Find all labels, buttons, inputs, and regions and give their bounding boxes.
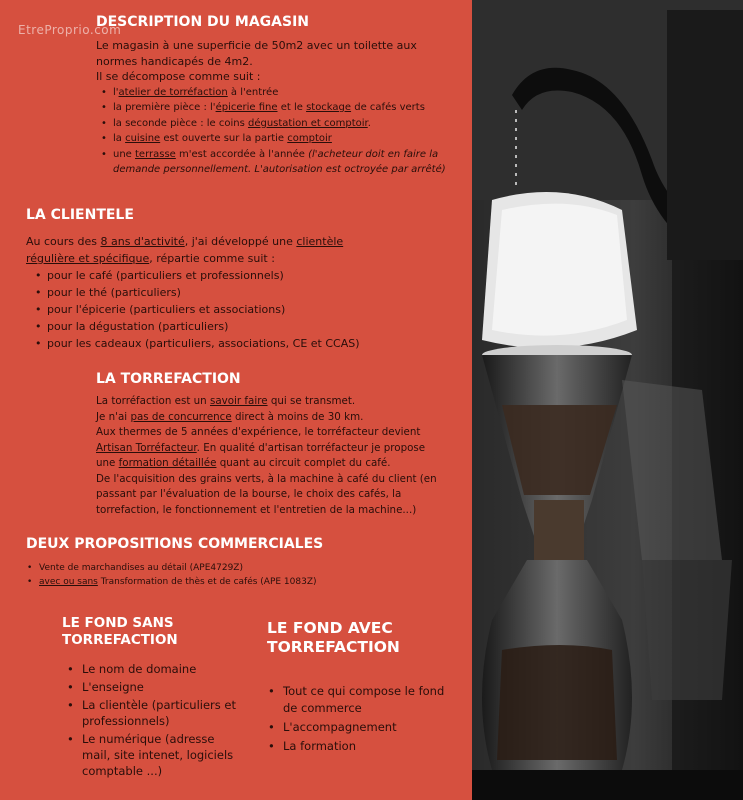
list-item: • l'atelier de torréfaction à l'entrée — [100, 85, 471, 101]
list-item: • Vente de marchandises au détail (APE4729Z) — [26, 561, 466, 575]
magasin-intro-3: Il se décompose comme suit : — [96, 70, 261, 83]
sans-list-wrapper — [66, 661, 246, 781]
list-item: • L'accompagnement — [267, 719, 462, 736]
section-title-propositions: DEUX PROPOSITIONS COMMERCIALES — [26, 536, 324, 552]
sans-title — [62, 615, 178, 649]
clientele-section — [26, 233, 466, 352]
propositions-list — [26, 561, 466, 589]
avec-list — [267, 683, 462, 755]
list-item: • la première pièce : l'épicerie fine et le stockage de cafés verts — [100, 100, 471, 116]
torrefaction-section — [96, 394, 471, 518]
list-item: • La formation — [267, 738, 462, 755]
avec-list-wrapper — [267, 683, 462, 757]
list-item: • Le nom de domaine — [66, 661, 246, 677]
section-title-clientele: LA CLIENTELE — [26, 207, 134, 223]
coffee-photo — [472, 0, 743, 800]
section-title-torrefaction: LA TORREFACTION — [96, 371, 241, 387]
torrefaction-line: une formation détaillée quant au circuit complet du café. — [96, 457, 391, 469]
torrefaction-line: passant par l'évaluation de la bourse, le choix des cafés, la — [96, 488, 402, 500]
magasin-intro-1: Le magasin à une superficie de 50m2 avec un toilette aux — [96, 39, 417, 52]
avec-title — [267, 619, 400, 657]
watermark: EtreProprio.com — [18, 23, 122, 37]
list-item: • pour la dégustation (particuliers) — [34, 318, 466, 335]
avec-title-line1: LE FOND AVEC — [267, 619, 393, 637]
clientele-intro-2: régulière et spécifique, répartie comme suit : — [26, 252, 275, 265]
sans-title-line1: LE FOND SANS — [62, 615, 174, 631]
list-item: • la cuisine est ouverte sur la partie comptoir — [100, 131, 471, 147]
list-item: • La clientèle (particuliers et professionnels) — [66, 697, 246, 729]
sans-list — [66, 661, 246, 779]
torrefaction-line: Aux thermes de 5 années d'expérience, le torréfacteur devient — [96, 426, 421, 438]
list-item: • avec ou sans Transformation de thès et de cafés (APE 1083Z) — [26, 575, 466, 589]
chemex-coffee-illustration — [472, 0, 743, 800]
torrefaction-line: Artisan Torréfacteur. En qualité d'artisan torréfacteur je propose — [96, 441, 426, 454]
torrefaction-line: Je n'ai pas de concurrence direct à moins de 30 km. — [96, 410, 364, 423]
clientele-list — [34, 267, 466, 352]
list-item: • Tout ce qui compose le fond de commerce — [267, 683, 462, 717]
torrefaction-line: De l'acquisition des grains verts, à la machine à café du client (en — [96, 472, 437, 485]
sans-title-line2: TORREFACTION — [62, 632, 178, 648]
torrefaction-line: La torréfaction est un savoir faire qui se transmet. — [96, 395, 356, 407]
list-item: • pour le thé (particuliers) — [34, 284, 466, 301]
list-item: • pour les cadeaux (particuliers, associations, CE et CCAS) — [34, 335, 466, 352]
list-item: • pour l'épicerie (particuliers et associations) — [34, 301, 466, 318]
list-item: • pour le café (particuliers et professionnels) — [34, 267, 466, 284]
avec-title-line2: TORREFACTION — [267, 638, 400, 656]
magasin-list — [100, 85, 471, 178]
section-title-magasin: DESCRIPTION DU MAGASIN — [96, 14, 310, 30]
list-item: • la seconde pièce : le coins dégustation et comptoir. — [100, 116, 471, 132]
magasin-intro-2: normes handicapés de 4m2. — [96, 54, 253, 68]
list-item: • L'enseigne — [66, 679, 246, 695]
torrefaction-line: torrefaction, le fonctionnement et l'entretien de la machine...) — [96, 503, 417, 516]
clientele-intro: Au cours des 8 ans d'activité, j'ai développé une clientèle — [26, 235, 344, 248]
magasin-section — [96, 38, 471, 178]
list-item: • Le numérique (adresse mail, site intenet, logiciels comptable ...) — [66, 731, 246, 779]
list-item: • une terrasse m'est accordée à l'année (l'acheteur doit en faire la demande personnellement. L'autorisation est octroyée par arrêté) — [100, 147, 471, 178]
propositions-section — [26, 561, 466, 589]
